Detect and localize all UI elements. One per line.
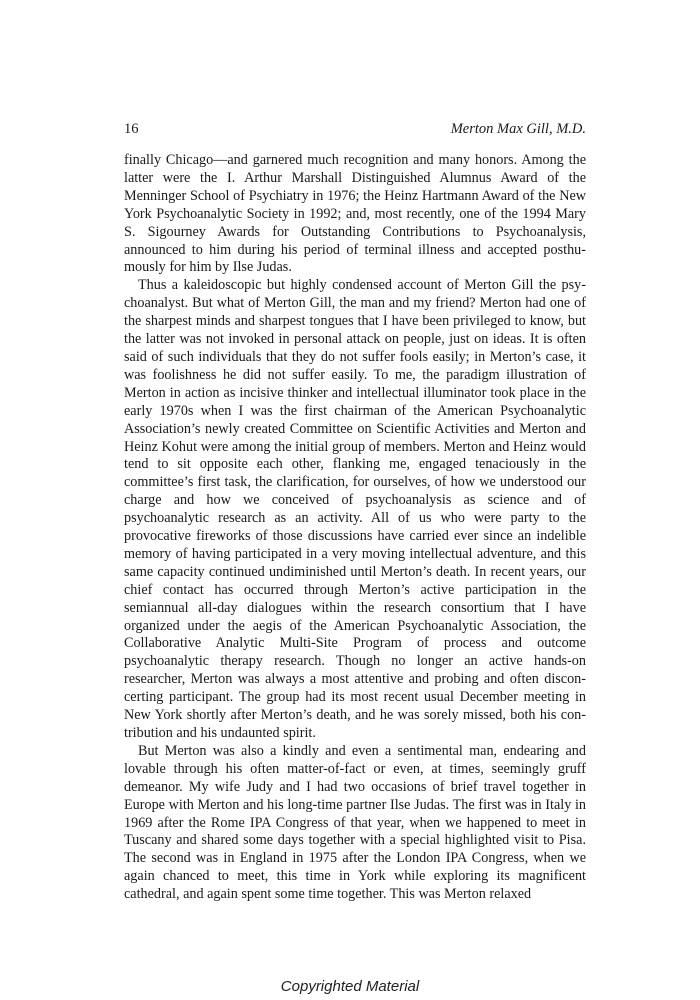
- running-head: [124, 118, 586, 140]
- body-text: [124, 152, 586, 904]
- paragraph: Thus a kaleidoscopic but highly condensed account of Merton Gill the psychoanalyst. But what of Merton Gill, the man and my friend? Merton had one of the sharpest minds and sharpest tongues that I have been privileged to know, but the latter was not invoked in personal attack on people, just on ideas. It is often said of such individuals that they do not suffer fools easily; in Merton’s case, it was foolishness he did not suffer easily. To me, the paradigm illustration of Merton in action as incisive thinker and intellectual illuminator took place in the early 1970s when I was the first chairman of the American Psychoanalytic Association’s newly created Committee on Scientific Activities and Merton and Heinz Kohut were among the initial group of members. Merton and Heinz would tend to sit opposite each other, flanking me, engaged tenaciously in the committee’s first task, the clarification, for ourselves, of how we understood our charge and how we conceived of psychoanalysis as science and of psychoanalytic research as an activity. All of us who were party to the provocative fireworks of those discussions have carried ever since an indelible memory of having participated in a very moving intellectual adventure, and this same capacity continued undiminished until Merton’s death. In recent years, our chief contact has occurred through Merton’s active participation in the semiannual all-day dialogues within the research consortium that I have organized under the aegis of the American Psychoanalytic Association, the Collaborative Analytic Multi-Site Program of process and outcome psychoanalytic therapy research. Though no longer an active hands-on researcher, Merton was always a most attentive and probing and often disconcerting participant. The group had its most recent usual December meeting in New York shortly after Merton’s death, and he was sorely missed, both his contribution and his undaunted spirit.: [124, 277, 586, 741]
- running-title: Merton Max Gill, M.D.: [450, 121, 586, 137]
- page-number: 16: [124, 121, 139, 137]
- copyright-notice: Copyrighted Material: [280, 978, 420, 995]
- paragraph-continued: finally Chicago—and garnered much recognition and many honors. Among the latter were the I. Arthur Marshall Distinguished Alumnus Award of the Menninger School of Psychiatry in 1976; the Heinz Hartmann Award of the New York Psychoanalytic Society in 1992; and, most recently, one of the 1994 Mary S. Sigourney Awards for Outstanding Contributions to Psychoanalysis, announced to him during his period of terminal illness and accepted posthumously for him by Ilse Judas.: [124, 152, 586, 276]
- paragraph: But Merton was also a kindly and even a sentimental man, endearing and lovable through his often matter-of-fact or even, at times, seemingly gruff demeanor. My wife Judy and I had two occasions of brief travel together in Europe with Merton and his long-time partner Ilse Judas. The first was in Italy in 1969 after the Rome IPA Congress of that year, when we happened to meet in Tuscany and shared some days together with a special highlighted visit to Pisa. The second was in England in 1975 after the London IPA Congress, when we again chanced to meet, this time in York while exploring its magnificent cathedral, and again spent some time together. This was Merton relaxed: [124, 742, 586, 903]
